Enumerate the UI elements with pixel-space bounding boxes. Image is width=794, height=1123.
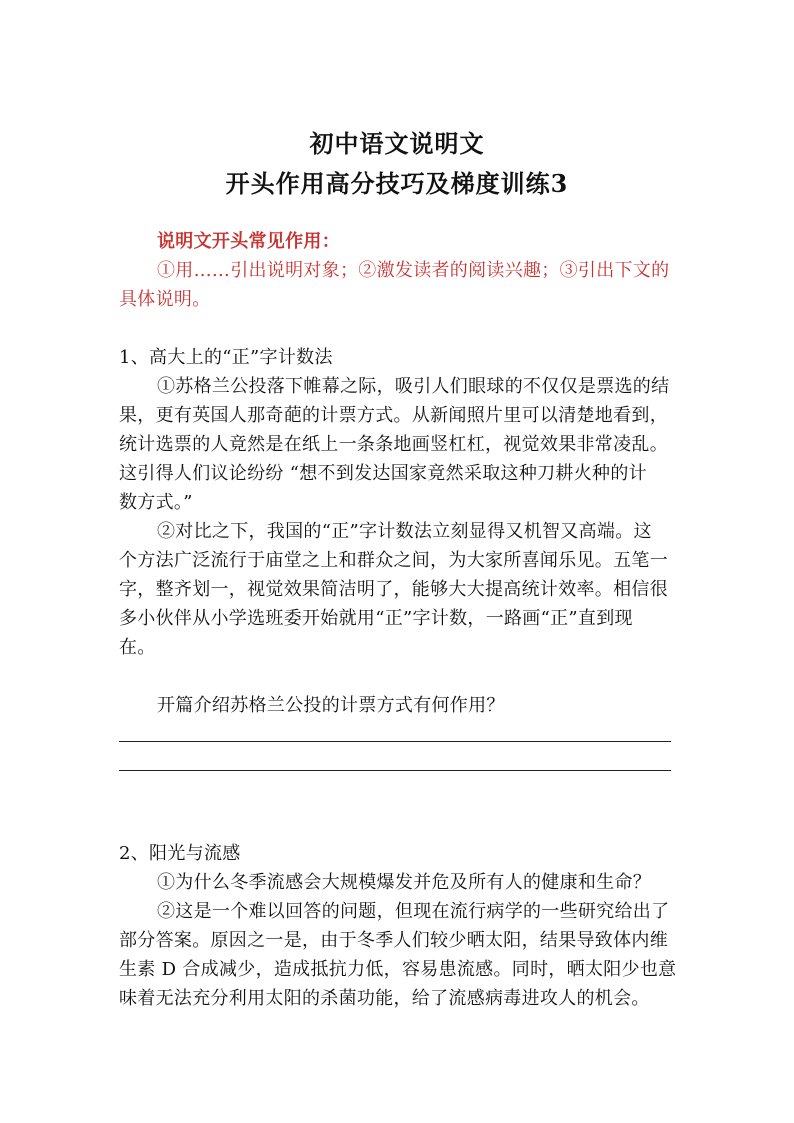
title-line-2: 开头作用高分技巧及梯度训练3 bbox=[225, 169, 569, 198]
section-2-line: ②这是一个难以回答的问题，但现在流行病学的一些研究给出了 bbox=[157, 901, 670, 922]
section-2-line: ①为什么冬季流感会大规模爆发并危及所有人的健康和生命？ bbox=[157, 872, 652, 893]
answer-blank-line-1[interactable] bbox=[119, 741, 671, 742]
section-1-line: 字，整齐划一，视觉效果简洁明了，能够大大提高统计效率。相信很 bbox=[119, 579, 668, 600]
section-2-line: 味着无法充分利用太阳的杀菌功能，给了流感病毒进攻人的机会。 bbox=[119, 988, 650, 1009]
section-1-question: 开篇介绍苏格兰公投的计票方式有何作用？ bbox=[157, 695, 505, 716]
section-1-line: 在。 bbox=[119, 637, 156, 658]
title-line-1: 初中语文说明文 bbox=[309, 129, 485, 158]
section-1-line: 个方法广泛流行于庙堂之上和群众之间，为大家所喜闻乐见。五笔一 bbox=[119, 550, 668, 571]
answer-blank-line-2[interactable] bbox=[119, 770, 671, 771]
section-1-heading: 1、高大上的“正”字计数法 bbox=[119, 347, 333, 368]
section-1-line: 多小伙伴从小学选班委开始就用“正”字计数，一路画“正”直到现 bbox=[119, 608, 633, 629]
intro-line-2: 具体说明。 bbox=[119, 289, 211, 310]
section-1-line: 统计选票的人竟然是在纸上一条条地画竖杠杠，视觉效果非常凌乱。 bbox=[119, 434, 668, 455]
intro-line-1: ①用……引出说明对象；②激发读者的阅读兴趣；③引出下文的 bbox=[157, 260, 670, 281]
section-1-line: ①苏格兰公投落下帷幕之际，吸引人们眼球的不仅仅是票选的结 bbox=[157, 376, 670, 397]
section-1-line: ②对比之下，我国的“正”字计数法立刻显得又机智又高端。这 bbox=[157, 521, 652, 542]
section-1-line: 数方式。” bbox=[119, 492, 193, 513]
section-2-heading: 2、阳光与流感 bbox=[119, 843, 241, 864]
section-1-line: 这引得人们议论纷纷 “想不到发达国家竟然采取这种刀耕火种的计 bbox=[119, 463, 647, 484]
section-2-line: 生素 D 合成减少，造成抵抗力低，容易患流感。同时，晒太阳少也意 bbox=[119, 959, 677, 980]
section-2-line: 部分答案。原因之一是，由于冬季人们较少晒太阳，结果导致体内维 bbox=[119, 930, 668, 951]
section-1-line: 果，更有英国人那奇葩的计票方式。从新闻照片里可以清楚地看到， bbox=[119, 405, 668, 426]
intro-heading: 说明文开头常见作用： bbox=[157, 231, 340, 252]
